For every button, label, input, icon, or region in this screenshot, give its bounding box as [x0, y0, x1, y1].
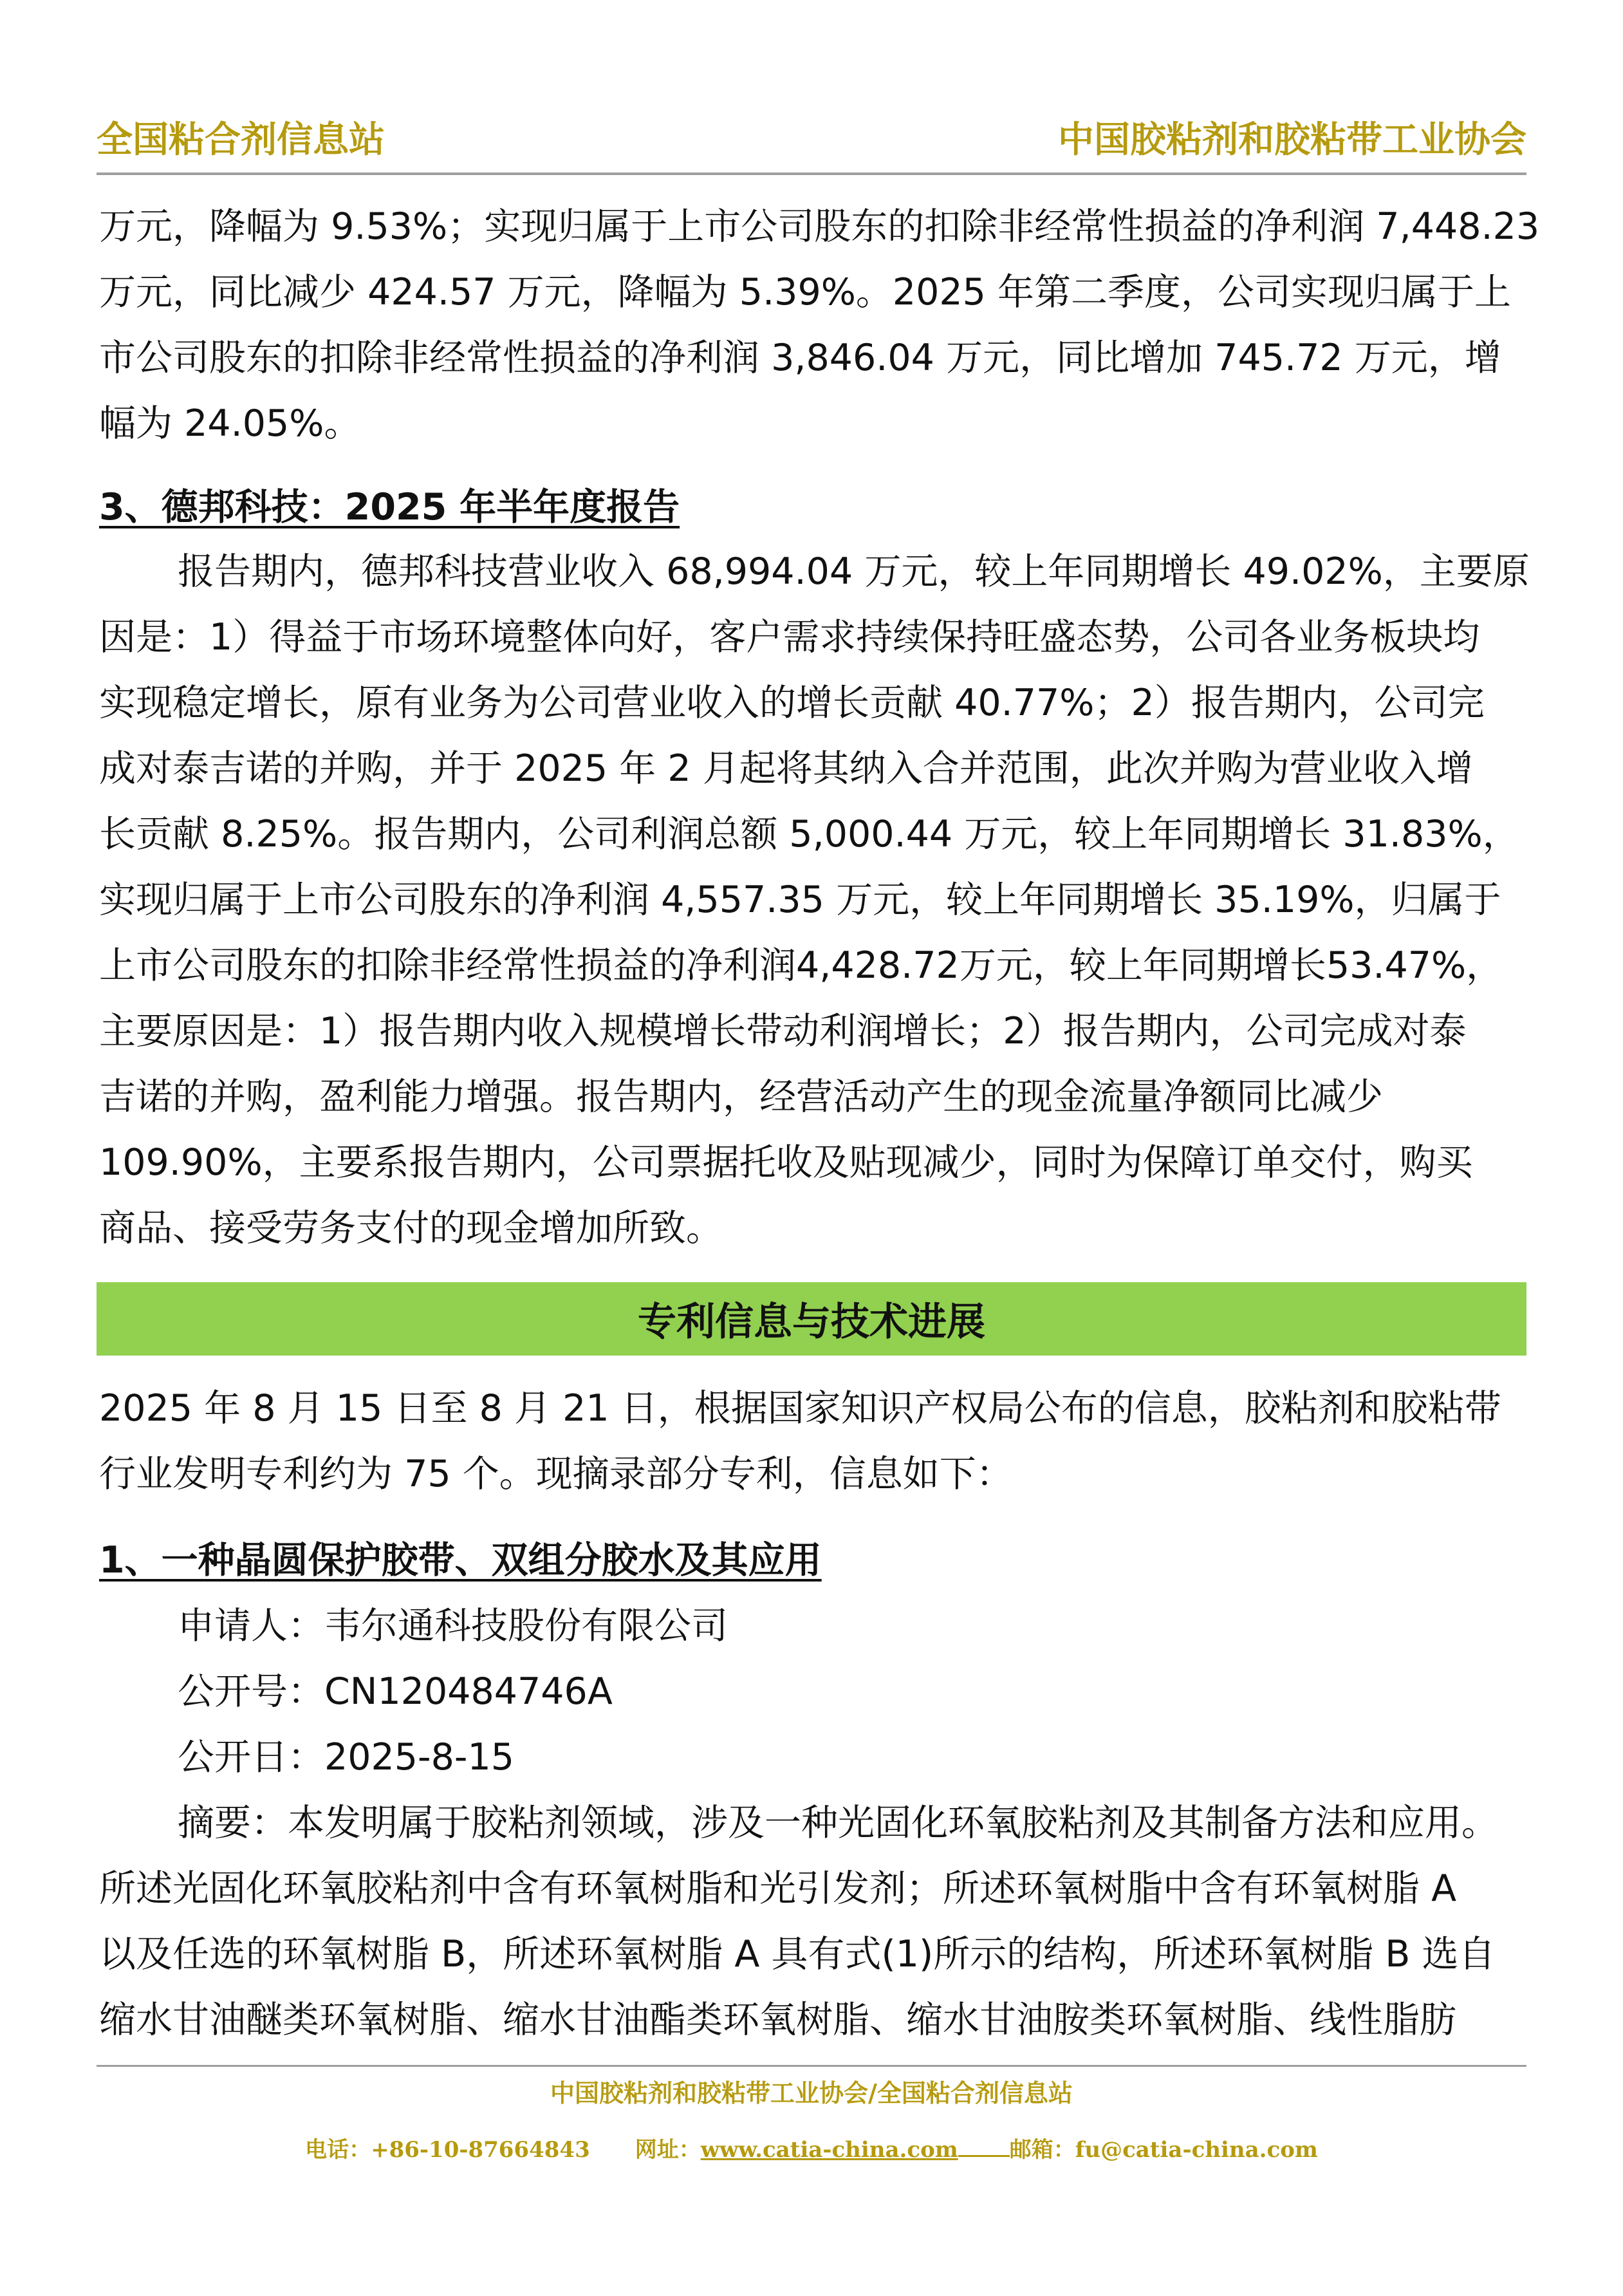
paragraph-line: 上市公司股东的扣除非经常性损益的净利润4,428.72万元，较上年同期增长53.47%， — [99, 944, 1503, 987]
paragraph-line: 长贡献 8.25%。报告期内，公司利润总额 5,000.44 万元，较上年同期增长 31.83%， — [99, 813, 1519, 855]
patent-abstract-line: 以及任选的环氧树脂 B，所述环氧树脂 A 具有式(1)所示的结构，所述环氧树脂 B 选自 — [99, 1933, 1496, 1975]
patent-publication-date: 公开日：2025-8-15 — [178, 1736, 514, 1778]
header-site-name: 全国粘合剂信息站 — [97, 119, 385, 161]
paragraph-line: 市公司股东的扣除非经常性损益的净利润 3,846.04 万元，同比增加 745.72 万元，增 — [99, 337, 1501, 379]
patent-applicant: 申请人：韦尔通科技股份有限公司 — [178, 1605, 728, 1647]
patent-abstract-line: 摘要：本发明属于胶粘剂领域，涉及一种光固化环氧胶粘剂及其制备方法和应用。 — [178, 1802, 1498, 1844]
header-association-name: 中国胶粘剂和胶粘带工业协会 — [1058, 119, 1526, 161]
footer-contact — [0, 2129, 1623, 2170]
paragraph-line: 行业发明专利约为 75 个。现摘录部分专利，信息如下： — [99, 1453, 1013, 1495]
footer-link-underline — [958, 2155, 1010, 2157]
paragraph-line: 主要原因是：1）报告期内收入规模增长带动利润增长；2）报告期内，公司完成对泰 — [99, 1010, 1467, 1052]
patent-abstract-line: 所述光固化环氧胶粘剂中含有环氧树脂和光引发剂；所述环氧树脂中含有环氧树脂 A — [99, 1867, 1457, 1910]
paragraph-line: 成对泰吉诺的并购，并于 2025 年 2 月起将其纳入合并范围，此次并购为营业收入增 — [99, 747, 1473, 790]
paragraph-line: 幅为 24.05%。 — [99, 402, 361, 445]
footer-email[interactable]: 邮箱：fu@catia-china.com — [1009, 2137, 1318, 2163]
section-band-patents: 专利信息与技术进展 — [97, 1282, 1526, 1356]
footer-phone: 电话：+86-10-87664843 — [305, 2137, 590, 2163]
section-heading-3: 3、德邦科技：2025 年半年度报告 — [99, 486, 680, 528]
paragraph-line: 万元，同比减少 424.57 万元，降幅为 5.39%。2025 年第二季度，公司实现归属于上 — [99, 271, 1512, 313]
paragraph-line: 2025 年 8 月 15 日至 8 月 21 日，根据国家知识产权局公布的信息，胶粘剂和胶粘带 — [99, 1387, 1501, 1430]
header-divider — [97, 173, 1526, 175]
paragraph-line: 万元，降幅为 9.53%；实现归属于上市公司股东的扣除非经常性损益的净利润 7,448.23 — [99, 205, 1540, 248]
footer-divider — [97, 2065, 1526, 2067]
footer-website-link[interactable]: www.catia-china.com — [700, 2137, 958, 2163]
patent-abstract-line: 缩水甘油醚类环氧树脂、缩水甘油酯类环氧树脂、缩水甘油胺类环氧树脂、线性脂肪 — [99, 1999, 1456, 2041]
footer-organization: 中国胶粘剂和胶粘带工业协会/全国粘合剂信息站 — [550, 2078, 1073, 2107]
patent-publication-number: 公开号：CN120484746A — [178, 1670, 613, 1713]
paragraph-line: 报告期内，德邦科技营业收入 68,994.04 万元，较上年同期增长 49.02%，主要原 — [178, 550, 1530, 593]
paragraph-line: 实现归属于上市公司股东的净利润 4,557.35 万元，较上年同期增长 35.19%，归属于 — [99, 879, 1501, 921]
paragraph-line: 商品、接受劳务支付的现金增加所致。 — [99, 1207, 723, 1249]
paragraph-line: 109.90%，主要系报告期内，公司票据托收及贴现减少，同时为保障订单交付，购买 — [99, 1141, 1473, 1184]
patent-heading-1: 1、一种晶圆保护胶带、双组分胶水及其应用 — [99, 1539, 822, 1582]
footer-website-label: 网址： — [635, 2137, 701, 2163]
paragraph-line: 实现稳定增长，原有业务为公司营业收入的增长贡献 40.77%；2）报告期内，公司完 — [99, 682, 1485, 724]
paragraph-line: 吉诺的并购，盈利能力增强。报告期内，经营活动产生的现金流量净额同比减少 — [99, 1076, 1383, 1118]
paragraph-line: 因是：1）得益于市场环境整体向好，客户需求持续保持旺盛态势，公司各业务板块均 — [99, 616, 1480, 658]
